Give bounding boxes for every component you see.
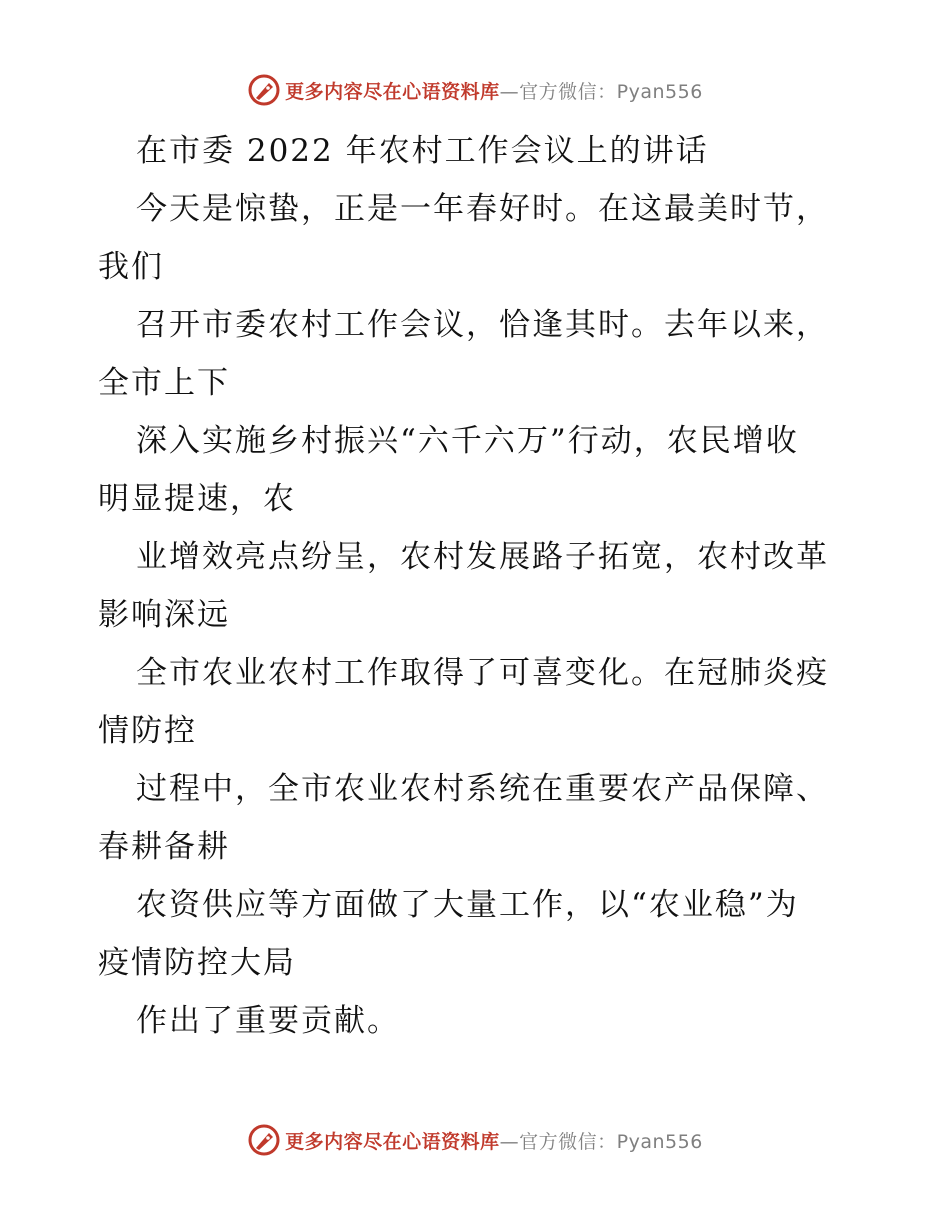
footer-watermark bbox=[0, 1120, 950, 1160]
paragraph-line: 过程中，全市农业农村系统在重要农产品保障、 bbox=[136, 771, 829, 807]
paragraph-line: 影响深远 bbox=[98, 597, 230, 633]
paragraph-line: 农资供应等方面做了大量工作，以“农业稳”为 bbox=[136, 887, 799, 923]
paragraph-line: 春耕备耕 bbox=[98, 829, 230, 865]
pen-nib-logo-icon bbox=[247, 73, 281, 107]
paragraph-line: 疫情防控大局 bbox=[98, 945, 296, 981]
paragraph-line: 明显提速，农 bbox=[98, 481, 296, 517]
paragraph-line: 全市农业农村工作取得了可喜变化。在冠肺炎疫 bbox=[136, 655, 829, 691]
paragraph-line: 业增效亮点纷呈，农村发展路子拓宽，农村改革 bbox=[136, 539, 829, 575]
paragraph-line: 召开市委农村工作会议，恰逢其时。去年以来， bbox=[136, 307, 829, 343]
paragraph-line: 情防控 bbox=[98, 713, 197, 749]
header-watermark bbox=[0, 70, 950, 110]
paragraph-line: 作出了重要贡献。 bbox=[136, 1003, 400, 1039]
paragraph-line: 今天是惊蛰，正是一年春好时。在这最美时节， bbox=[136, 191, 829, 227]
watermark-text: 更多内容尽在心语资料库—官方微信：Pyan556 bbox=[285, 80, 703, 103]
pen-nib-logo-icon bbox=[247, 1123, 281, 1157]
paragraph-line: 我们 bbox=[98, 249, 164, 285]
paragraph-line: 全市上下 bbox=[98, 365, 230, 401]
document-body bbox=[98, 122, 858, 1050]
watermark-text: 更多内容尽在心语资料库—官方微信：Pyan556 bbox=[285, 1130, 703, 1153]
document-title: 在市委 2022 年农村工作会议上的讲话 bbox=[136, 133, 709, 169]
paragraph-line: 深入实施乡村振兴“六千六万”行动，农民增收 bbox=[136, 423, 799, 459]
